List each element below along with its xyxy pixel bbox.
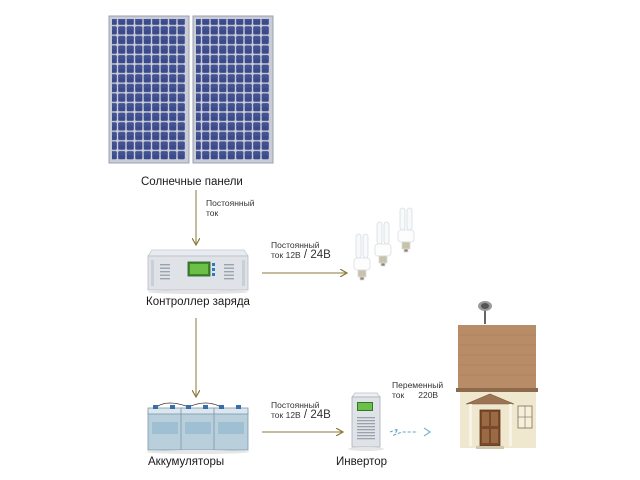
inverter-label: Инвертор — [336, 456, 388, 468]
dc-label-inverter: Постоянный ток 12В / 24В — [271, 400, 331, 421]
ac-label-house: Переменный ток 220В — [392, 380, 444, 400]
solar-panels-label: Солнечные панели — [141, 176, 243, 188]
controller-label: Контроллер заряда — [146, 296, 250, 308]
batteries-label: Аккумуляторы — [148, 456, 225, 468]
dc-label-lamps: Постоянный ток 12В / 24В — [271, 240, 331, 261]
dc-label-panels: Постоянный ток — [206, 198, 255, 218]
